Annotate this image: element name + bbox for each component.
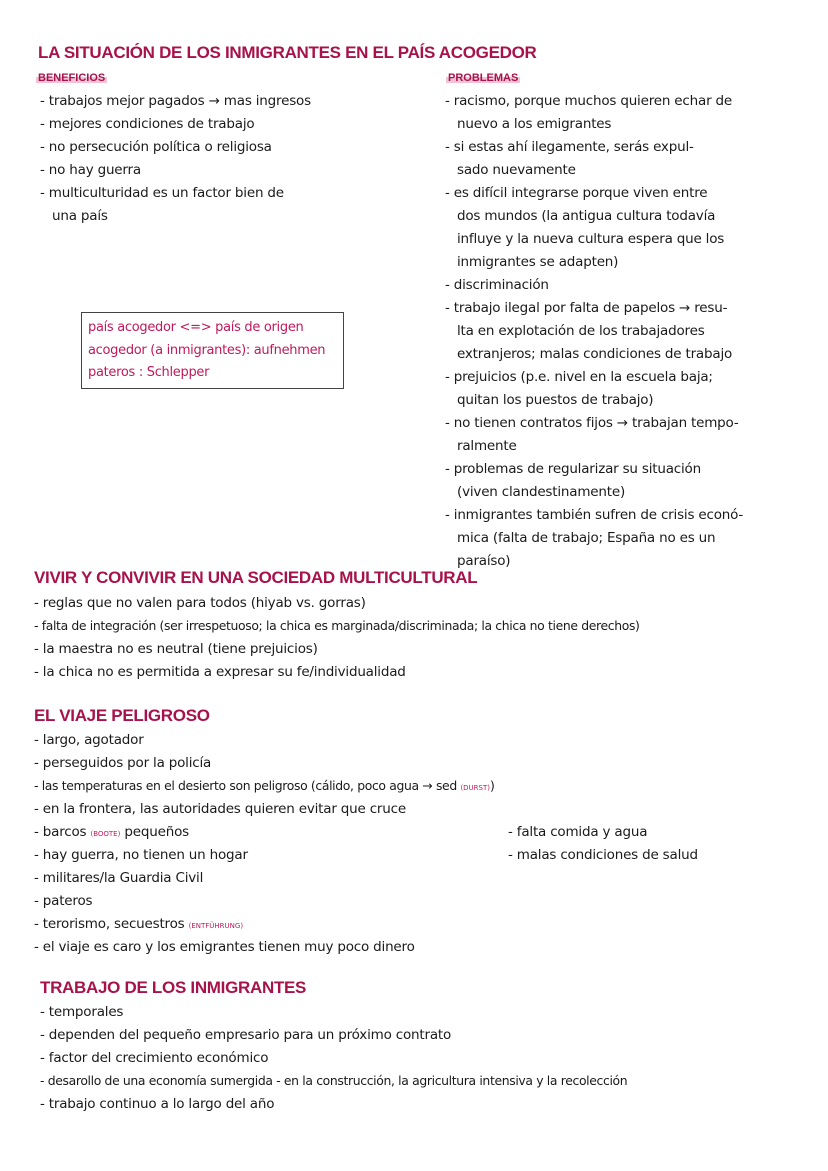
viaje-line-text: pequeños bbox=[124, 824, 189, 840]
viaje-line-text: - las temperaturas en el desierto son peligroso (cálido, poco agua → sed bbox=[34, 778, 457, 793]
viaje-side-line: - malas condiciones de salud bbox=[508, 847, 698, 863]
problem-line: influye y la nueva cultura espera que los bbox=[457, 231, 725, 247]
benefit-line: - trabajos mejor pagados → mas ingresos bbox=[40, 93, 311, 109]
viaje-line bbox=[34, 777, 494, 797]
vocab-line: pateros : Schlepper bbox=[88, 365, 210, 380]
section-title-situacion: LA SITUACIÓN DE LOS INMIGRANTES EN EL PAÍS ACOGEDOR bbox=[38, 43, 537, 62]
note-durst: (DURST) bbox=[460, 784, 490, 792]
problem-line: dos mundos (la antigua cultura todavía bbox=[457, 208, 716, 224]
viaje-line-text: - barcos bbox=[34, 824, 87, 840]
viaje-line: - pateros bbox=[34, 893, 93, 909]
problem-line: quitan los puestos de trabajo) bbox=[457, 392, 654, 408]
viaje-line bbox=[34, 915, 243, 935]
problem-line: lta en explotación de los trabajadores bbox=[457, 323, 705, 339]
benefit-line: - no hay guerra bbox=[40, 162, 141, 178]
viaje-side-line: - falta comida y agua bbox=[508, 824, 648, 840]
viaje-line: - en la frontera, las autoridades quieren evitar que cruce bbox=[34, 801, 406, 817]
trabajo-line: - temporales bbox=[40, 1004, 124, 1020]
note-entfuhrung: (ENTFÜHRUNG) bbox=[188, 922, 244, 930]
viaje-line bbox=[34, 823, 189, 843]
benefit-line: - no persecución política o religiosa bbox=[40, 139, 272, 155]
trabajo-line: - dependen del pequeño empresario para un próximo contrato bbox=[40, 1027, 452, 1043]
problems-heading: PROBLEMAS bbox=[448, 72, 519, 84]
problem-line: (viven clandestinamente) bbox=[457, 484, 626, 500]
viaje-line: - perseguidos por la policía bbox=[34, 755, 212, 771]
problem-line: nuevo a los emigrantes bbox=[457, 116, 612, 132]
trabajo-line: - desarollo de una economía sumergida - en la construcción, la agricultura intensiva y la recolección bbox=[40, 1073, 628, 1088]
vocab-line: acogedor (a inmigrantes): aufnehmen bbox=[88, 343, 326, 358]
close-paren: ) bbox=[490, 778, 495, 793]
viaje-line-text: - terorismo, secuestros bbox=[34, 916, 185, 932]
vocab-line: país acogedor <=> país de origen bbox=[88, 320, 304, 335]
benefits-heading: BENEFICIOS bbox=[38, 72, 106, 84]
vocabulary-box bbox=[81, 312, 344, 389]
section-title-trabajo: TRABAJO DE LOS INMIGRANTES bbox=[40, 978, 307, 997]
problem-line: ralmente bbox=[457, 438, 517, 454]
viaje-line: - largo, agotador bbox=[34, 732, 144, 748]
convivir-line: - la maestra no es neutral (tiene prejuicios) bbox=[34, 641, 318, 657]
problem-line: - prejuicios (p.e. nivel en la escuela baja; bbox=[445, 369, 713, 385]
problem-line: extranjeros; malas condiciones de trabajo bbox=[457, 346, 733, 362]
problem-line: sado nuevamente bbox=[457, 162, 576, 178]
section-title-viaje: EL VIAJE PELIGROSO bbox=[34, 706, 210, 725]
problem-line: paraíso) bbox=[457, 553, 511, 569]
convivir-line: - reglas que no valen para todos (hiyab vs. gorras) bbox=[34, 595, 366, 611]
viaje-line: - el viaje es caro y los emigrantes tienen muy poco dinero bbox=[34, 939, 415, 955]
benefit-line: - mejores condiciones de trabajo bbox=[40, 116, 255, 132]
viaje-line: - hay guerra, no tienen un hogar bbox=[34, 847, 248, 863]
problem-line: - es difícil integrarse porque viven entre bbox=[445, 185, 708, 201]
problem-line: - trabajo ilegal por falta de papelos → resu- bbox=[445, 300, 728, 316]
trabajo-line: - trabajo continuo a lo largo del año bbox=[40, 1096, 275, 1112]
benefit-line: una país bbox=[52, 208, 108, 224]
problem-line: - discriminación bbox=[445, 277, 549, 293]
benefit-line: - multiculturidad es un factor bien de bbox=[40, 185, 284, 201]
convivir-line: - falta de integración (ser irrespetuoso; la chica es marginada/discriminada; la chica no tiene derechos) bbox=[34, 618, 640, 633]
problem-line: - no tienen contratos fijos → trabajan tempo- bbox=[445, 415, 739, 431]
convivir-line: - la chica no es permitida a expresar su fe/individualidad bbox=[34, 664, 406, 680]
viaje-line: - militares/la Guardia Civil bbox=[34, 870, 204, 886]
problem-line: inmigrantes se adapten) bbox=[457, 254, 619, 270]
problem-line: - problemas de regularizar su situación bbox=[445, 461, 701, 477]
problem-line: - si estas ahí ilegamente, serás expul- bbox=[445, 139, 694, 155]
section-title-convivir: VIVIR Y CONVIVIR EN UNA SOCIEDAD MULTICULTURAL bbox=[34, 568, 478, 587]
trabajo-line: - factor del crecimiento económico bbox=[40, 1050, 269, 1066]
problem-line: - inmigrantes también sufren de crisis econó- bbox=[445, 507, 744, 523]
problem-line: mica (falta de trabajo; España no es un bbox=[457, 530, 716, 546]
problem-line: - racismo, porque muchos quieren echar de bbox=[445, 93, 732, 109]
note-boote: (BOOTE) bbox=[90, 830, 121, 838]
